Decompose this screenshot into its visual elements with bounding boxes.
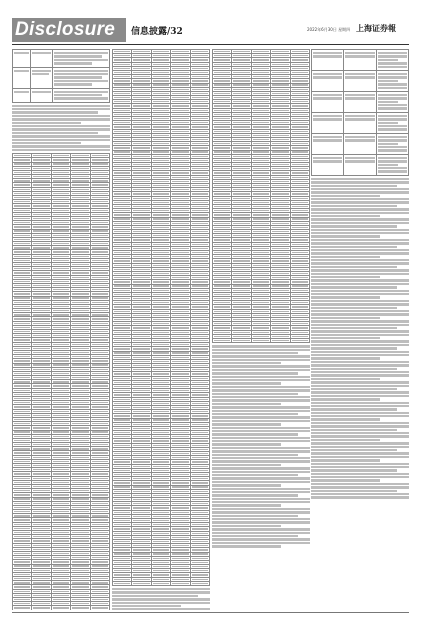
column-3: [212, 49, 310, 610]
section-title: 信息披露/32: [131, 27, 183, 37]
column-4: [311, 49, 409, 610]
body-text: [112, 588, 210, 610]
notes-table: [311, 49, 409, 176]
column-1: [12, 49, 110, 610]
masthead-rule: [12, 44, 409, 45]
masthead: [0, 0, 421, 48]
data-table: [12, 153, 110, 610]
brand-logo: Disclosure: [12, 18, 126, 42]
paper-name: 上海证券報: [356, 23, 396, 33]
column-2: [112, 49, 210, 610]
data-table: [112, 49, 210, 586]
body-text: [212, 345, 310, 547]
summary-table: [12, 49, 110, 103]
body-text: [12, 105, 110, 151]
issue-date: 2022年6月30日 星期四: [307, 27, 351, 32]
footer-rule: [12, 612, 409, 613]
body-text: [311, 178, 409, 499]
data-table: [212, 49, 310, 343]
